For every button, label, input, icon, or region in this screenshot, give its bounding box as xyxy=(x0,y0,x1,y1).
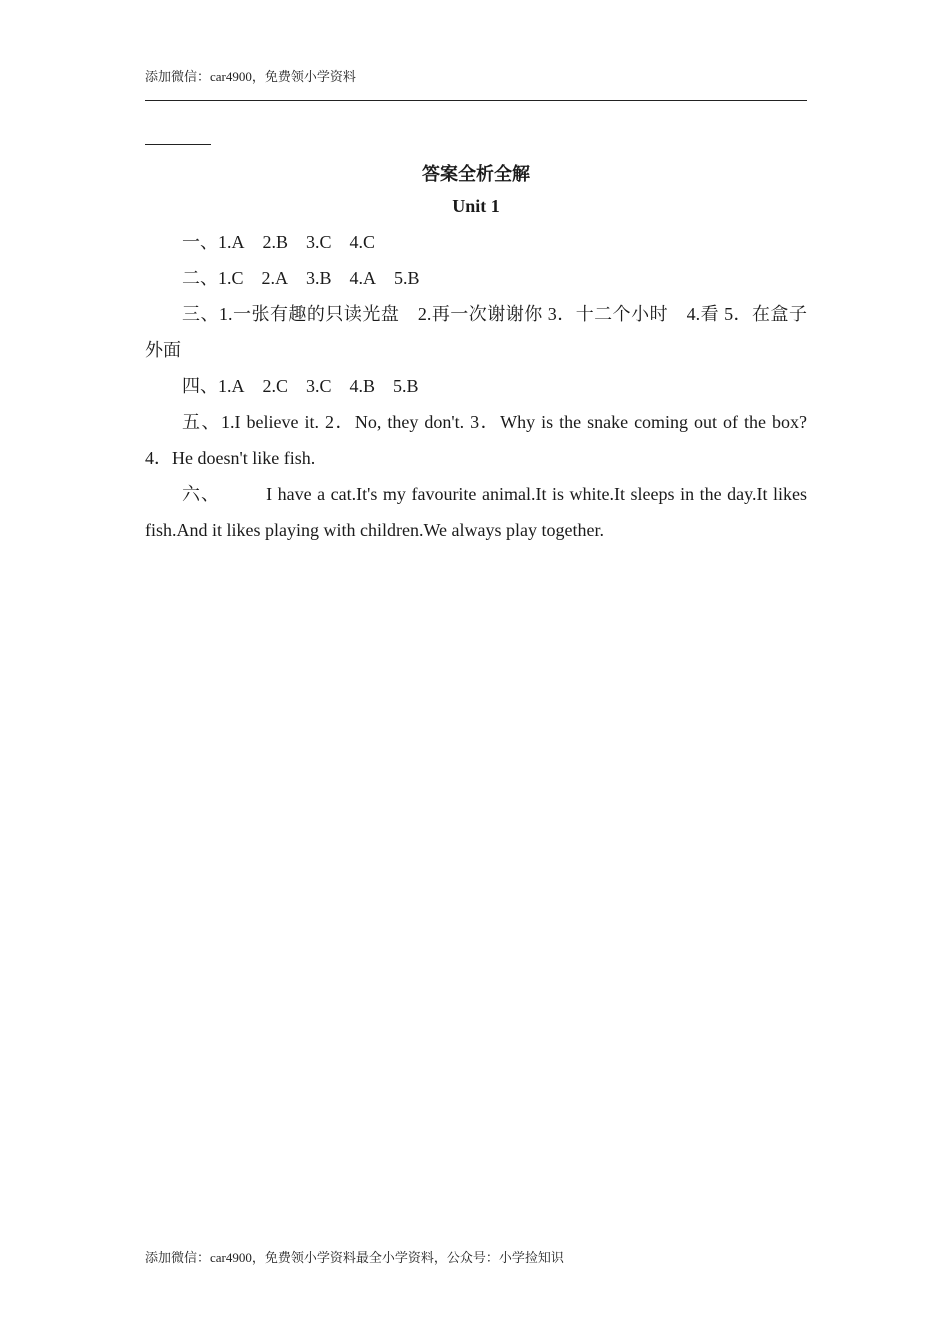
answer-item: 3.C xyxy=(306,376,332,396)
short-underline xyxy=(145,144,211,145)
answer-body xyxy=(145,224,807,548)
answer-item: 1.A xyxy=(218,376,245,396)
answer-item: 2.B xyxy=(262,232,289,252)
page-header: 添加微信：car4900，免费领小学资料 xyxy=(145,69,356,84)
answer-item: 5.B xyxy=(394,268,420,288)
section-label: 四、 xyxy=(182,376,218,396)
section-1 xyxy=(145,224,807,260)
section-label: 一、 xyxy=(182,232,218,252)
page-footer: 添加微信：car4900，免费领小学资料最全小学资料，公众号：小学捡知识 xyxy=(145,1250,564,1265)
section-label: 六、 xyxy=(182,484,221,504)
answer-item: 1.A xyxy=(218,232,245,252)
section-text: I have a cat.It's my favourite animal.It is white.It sleeps in the day.It likes fish.And it likes playing with children.We always play together. xyxy=(145,484,807,540)
answer-item: 4.C xyxy=(349,232,376,252)
answer-item: 2.C xyxy=(262,376,289,396)
answer-item: 4.A xyxy=(349,268,377,288)
unit-heading: Unit 1 xyxy=(452,196,500,216)
section-text: 1.一张有趣的只读光盘 2.再一次谢谢你 3．十二个小时 4.看 5．在盒子外面 xyxy=(145,304,808,360)
answer-item: 3.B xyxy=(306,268,332,288)
answer-item: 5.B xyxy=(393,376,419,396)
section-6 xyxy=(145,476,807,548)
section-text: 1.I believe it. 2．No, they don't. 3．Why is the snake coming out of the box? 4．He doesn't like fish. xyxy=(145,412,808,468)
section-5 xyxy=(145,404,807,476)
section-label: 五、 xyxy=(182,412,221,432)
section-4 xyxy=(145,368,807,404)
answer-item: 2.A xyxy=(261,268,289,288)
section-2 xyxy=(145,260,807,296)
answer-item: 1.C xyxy=(218,268,244,288)
header-divider xyxy=(145,100,807,101)
section-label: 二、 xyxy=(182,268,218,288)
answer-item: 4.B xyxy=(349,376,376,396)
answer-item: 3.C xyxy=(306,232,332,252)
section-3 xyxy=(145,296,807,368)
page-title: 答案全析全解 xyxy=(422,164,530,185)
section-label: 三、 xyxy=(182,304,219,324)
